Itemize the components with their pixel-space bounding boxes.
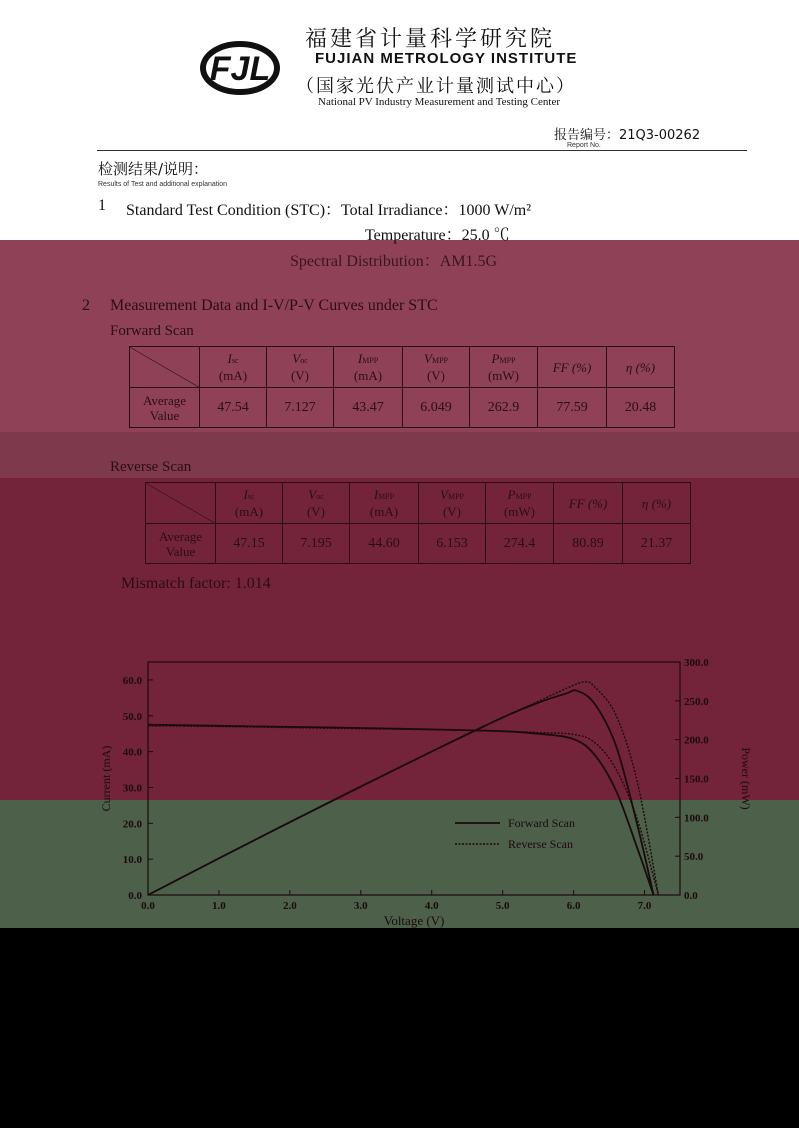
reverse-vmpp: 6.153: [419, 524, 486, 564]
y2-axis-label: Power (mW): [739, 747, 753, 810]
reverse-scan-label: Reverse Scan: [110, 459, 192, 475]
forward-ff: 77.59: [538, 388, 607, 428]
reverse-isc: 47.15: [216, 524, 283, 564]
results-title-cn: 检测结果/说明：: [98, 160, 209, 178]
chart-legend: [455, 816, 575, 851]
section-2-number: 2: [82, 297, 90, 314]
header-isc: Isc (mA): [216, 483, 283, 524]
forward-voc: 7.127: [267, 388, 334, 428]
center-name-en: National PV Industry Measurement and Testing Center: [318, 96, 560, 108]
header-ff: FF (%): [554, 483, 623, 524]
chart-axes: [99, 657, 753, 928]
institute-name-en: FUJIAN METROLOGY INSTITUTE: [315, 50, 578, 67]
section-2-title: Measurement Data and I-V/P-V Curves under STC: [110, 297, 438, 314]
y-tick-label: 30.0: [122, 782, 142, 795]
stc-item-number: 1: [98, 197, 106, 214]
header-impp: IMPP (mA): [334, 347, 403, 388]
plot-frame: [148, 662, 680, 895]
y2-tick-label: 200.0: [684, 734, 709, 747]
forward-vmpp: 6.049: [403, 388, 470, 428]
y2-tick-label: 100.0: [684, 812, 709, 825]
header-eta: η (%): [607, 347, 675, 388]
y2-tick-label: 150.0: [684, 773, 709, 786]
header-divider: [97, 150, 747, 151]
reverse-ff: 80.89: [554, 524, 623, 564]
y2-tick-label: 0.0: [684, 890, 698, 902]
current-curve-reverse: [148, 726, 658, 895]
x-tick-label: 0.0: [141, 900, 155, 912]
y-axis-label: Current (mA): [99, 745, 113, 812]
mismatch-factor: Mismatch factor: 1.014: [121, 575, 271, 592]
reverse-impp: 44.60: [350, 524, 419, 564]
header-impp: IMPP (mA): [350, 483, 419, 524]
table-corner-cell: [130, 347, 200, 388]
table-corner-cell: [146, 483, 216, 524]
power-curve-forward: [148, 690, 654, 895]
x-tick-label: 5.0: [495, 900, 510, 912]
header-voc: Voc (V): [283, 483, 350, 524]
forward-scan-table: [129, 346, 675, 428]
forward-eta: 20.48: [607, 388, 675, 428]
header-vmpp: VMPP (V): [403, 347, 470, 388]
y2-tick-label: 300.0: [684, 657, 709, 669]
stc-temperature: Temperature：25.0 ℃: [365, 227, 510, 244]
institute-logo: [200, 38, 280, 98]
svg-text:FJL: FJL: [209, 50, 271, 88]
x-tick-label: 7.0: [637, 900, 652, 912]
x-tick-label: 1.0: [212, 900, 226, 912]
header-voc: Voc (V): [267, 347, 334, 388]
center-name-cn: （国家光伏产业计量测试中心）: [296, 76, 576, 97]
header-eta: η (%): [623, 483, 691, 524]
forward-impp: 43.47: [334, 388, 403, 428]
power-curve-reverse: [148, 682, 658, 895]
y-tick-label: 20.0: [122, 818, 142, 831]
x-axis-label: Voltage (V): [383, 913, 445, 928]
x-tick-label: 2.0: [282, 900, 297, 912]
y-tick-label: 50.0: [122, 710, 142, 723]
header-vmpp: VMPP (V): [419, 483, 486, 524]
x-tick-label: 3.0: [353, 900, 368, 912]
y-tick-label: 10.0: [122, 854, 142, 867]
header-pmpp: PMPP (mW): [486, 483, 554, 524]
header-pmpp: PMPP (mW): [470, 347, 538, 388]
legend-label: Reverse Scan: [508, 837, 573, 851]
header-ff: FF (%): [538, 347, 607, 388]
reverse-eta: 21.37: [623, 524, 691, 564]
x-tick-label: 6.0: [566, 900, 581, 912]
reverse-pmpp: 274.4: [486, 524, 554, 564]
y2-tick-label: 50.0: [684, 851, 704, 864]
row-label-average: Average Value: [130, 388, 200, 428]
report-number: 报告编号：21Q3-00262: [554, 128, 701, 143]
row-label-average: Average Value: [146, 524, 216, 564]
header-isc: Isc (mA): [200, 347, 267, 388]
y-tick-label: 0.0: [128, 890, 142, 902]
stc-spectral: Spectral Distribution：AM1.5G: [290, 253, 498, 270]
legend-label: Forward Scan: [508, 816, 575, 830]
forward-pmpp: 262.9: [470, 388, 538, 428]
reverse-scan-table: [145, 482, 691, 564]
institute-name-cn: 福建省计量科学研究院: [305, 27, 556, 52]
y-tick-label: 40.0: [122, 746, 142, 759]
x-tick-label: 4.0: [424, 900, 439, 912]
iv-pv-chart: [0, 650, 799, 930]
y2-tick-label: 250.0: [684, 695, 709, 708]
forward-isc: 47.54: [200, 388, 267, 428]
chart-series: [148, 682, 658, 895]
report-number-label-en: Report No.: [567, 142, 601, 149]
stc-irradiance: Standard Test Condition (STC)：Total Irradiance：1000 W/m²: [126, 202, 532, 219]
results-title-en: Results of Test and additional explanation: [98, 181, 228, 188]
reverse-voc: 7.195: [283, 524, 350, 564]
color-band-black: [0, 928, 799, 1128]
y-tick-label: 60.0: [122, 674, 142, 687]
forward-scan-label: Forward Scan: [110, 323, 194, 339]
current-curve-forward: [148, 725, 654, 895]
